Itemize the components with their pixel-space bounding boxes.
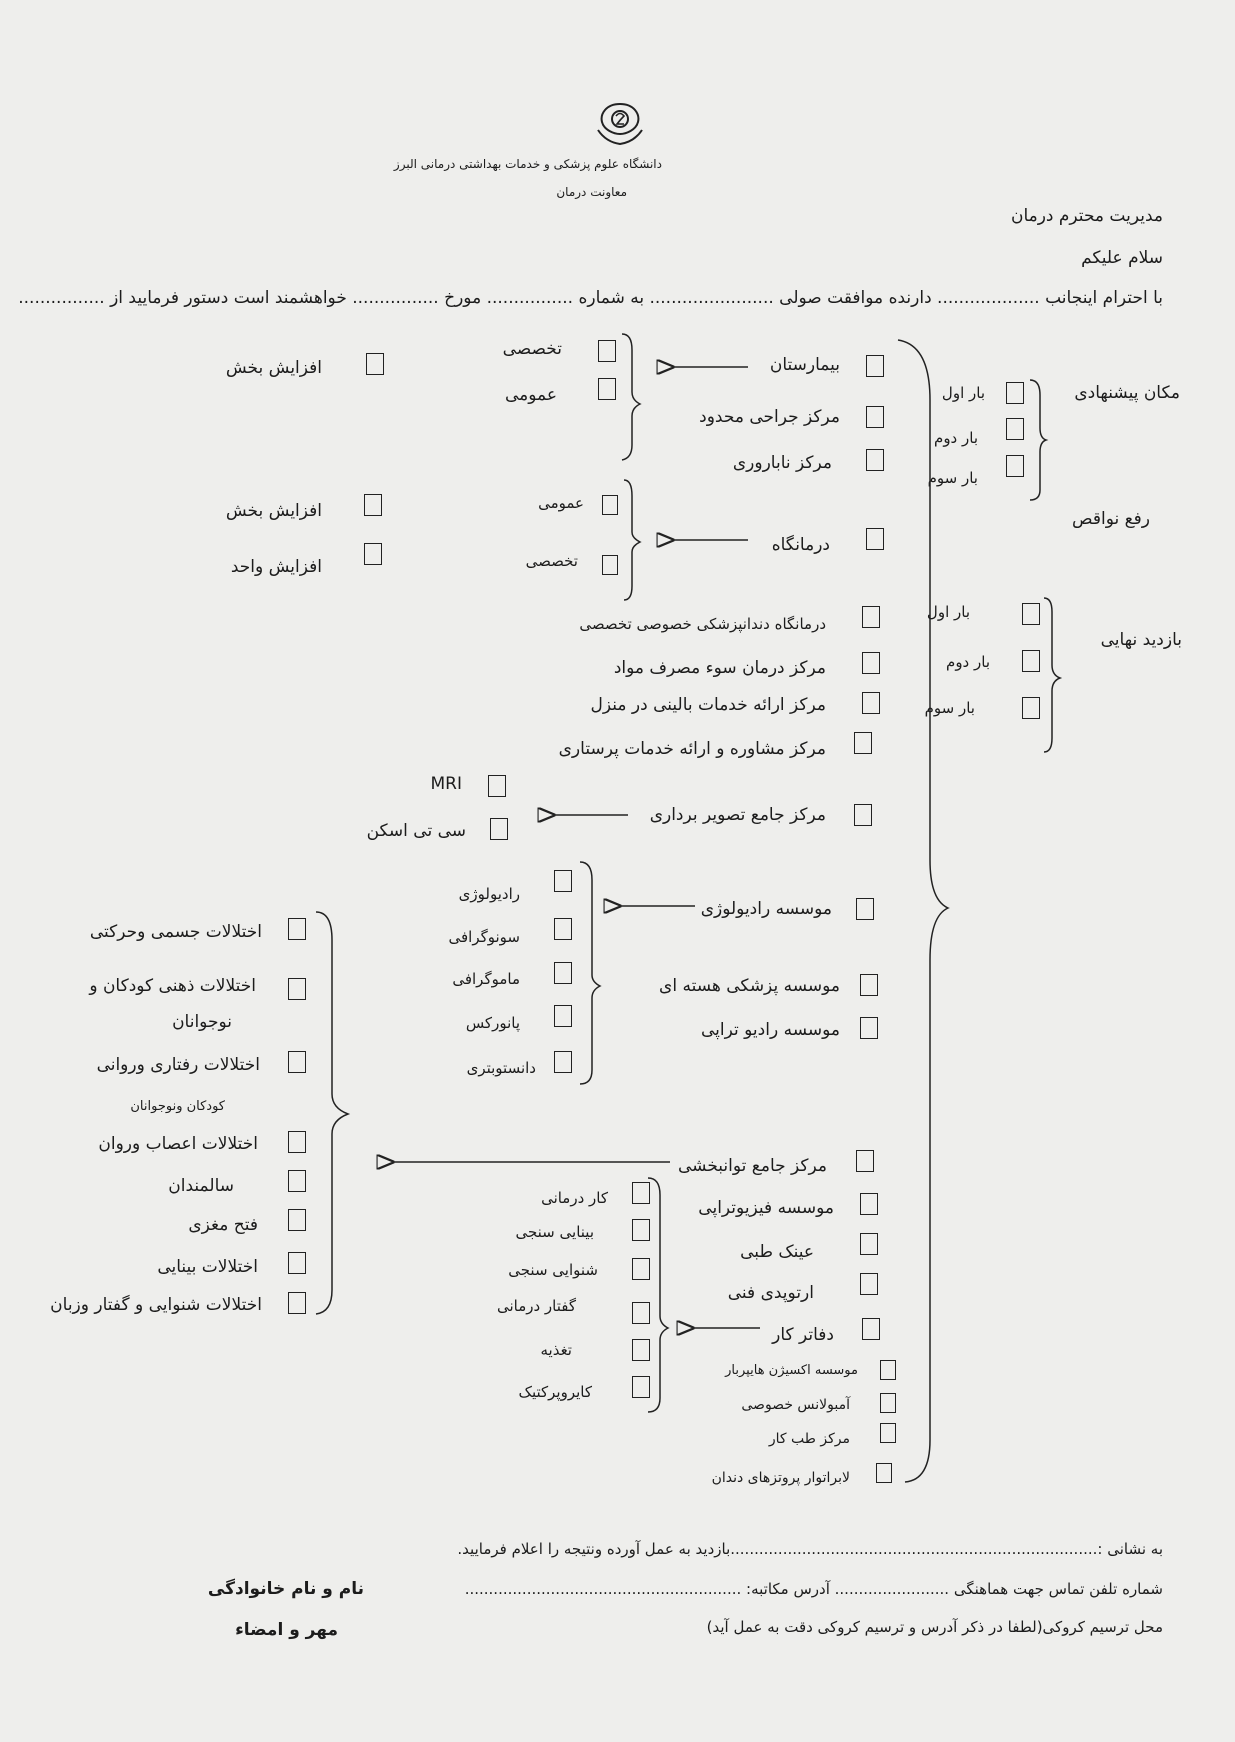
radiology-checkbox[interactable]: [554, 870, 572, 892]
orthopedics-label: ارتوپدی فنی: [727, 1283, 814, 1303]
substance-treatment-checkbox[interactable]: [862, 652, 880, 674]
seal-label: مهر و امضاء: [235, 1620, 338, 1640]
panorex-label: پانورکس: [465, 1014, 520, 1032]
clinic-general-label: عمومی: [538, 494, 584, 512]
limited-surgery-checkbox[interactable]: [866, 406, 884, 428]
therapy-item-checkbox[interactable]: [632, 1302, 650, 1324]
therapy-item-label: شنوایی سنجی: [508, 1261, 598, 1279]
clinic-add-unit-checkbox[interactable]: [364, 543, 382, 565]
proposed-first: بار اول: [941, 384, 985, 402]
final-first-checkbox[interactable]: [1022, 603, 1040, 625]
clinic-add-ward-checkbox[interactable]: [364, 494, 382, 516]
deputy-name: معاونت درمان: [556, 185, 627, 199]
therapy-item-label: تغذیه: [540, 1341, 572, 1359]
densitometry-checkbox[interactable]: [554, 1051, 572, 1073]
proposed-third-checkbox[interactable]: [1006, 455, 1024, 477]
substance-treatment-label: مرکز درمان سوء مصرف مواد: [613, 658, 826, 678]
disorder-checkbox[interactable]: [288, 1051, 306, 1073]
disorder-label: اختلالات جسمی وحرکتی: [89, 922, 262, 942]
final-third-checkbox[interactable]: [1022, 697, 1040, 719]
disorder-label: اختلالات رفتاری وروانی: [96, 1055, 260, 1075]
clinic-add-ward-label: افزایش بخش: [225, 501, 322, 521]
request-line: با احترام اینجانب ................... دارنده موافقت صولی ....................... به شماره ................ مورخ ................ خواهشمند است دستور فرمایید از ................: [18, 288, 1163, 308]
clinic-label: درمانگاه: [771, 535, 830, 555]
ct-scan-checkbox[interactable]: [490, 818, 508, 840]
physiotherapy-checkbox[interactable]: [860, 1193, 878, 1215]
disorder-checkbox[interactable]: [288, 1131, 306, 1153]
proposed-location-label: مکان پیشنهادی: [1074, 383, 1180, 403]
oxygen-hyperbaric-checkbox[interactable]: [880, 1360, 896, 1380]
radiotherapy-checkbox[interactable]: [860, 1017, 878, 1039]
proposed-second-checkbox[interactable]: [1006, 418, 1024, 440]
disorder-checkbox[interactable]: [288, 918, 306, 940]
sonography-label: سونوگرافی: [448, 928, 520, 946]
imaging-center-label: مرکز جامع تصویر برداری: [649, 805, 826, 825]
therapy-item-label: بینایی سنجی: [515, 1223, 594, 1241]
radiology-brace: [580, 862, 600, 1084]
therapy-item-checkbox[interactable]: [632, 1182, 650, 1204]
hospital-checkbox[interactable]: [866, 355, 884, 377]
occupational-medicine-label: مرکز طب کار: [768, 1431, 850, 1447]
disorders-brace: [316, 912, 348, 1314]
nuclear-medicine-label: موسسه پزشکی هسته ای: [659, 976, 840, 996]
clinic-add-unit-label: افزایش واحد: [230, 557, 322, 577]
phone-line: شماره تلفن تماس جهت هماهنگی ........................ آدرس مکاتبه: ..........................................................: [464, 1580, 1163, 1598]
private-ambulance-checkbox[interactable]: [880, 1393, 896, 1413]
disorder-label: سالمندان: [168, 1176, 234, 1196]
proposed-third: بار سوم: [927, 469, 978, 487]
home-care-label: مرکز ارائه خدمات بالینی در منزل: [590, 695, 826, 715]
mri-label: MRI: [430, 774, 462, 794]
mammography-checkbox[interactable]: [554, 962, 572, 984]
panorex-checkbox[interactable]: [554, 1005, 572, 1027]
disorder-checkbox[interactable]: [288, 1170, 306, 1192]
therapy-office-checkbox[interactable]: [862, 1318, 880, 1340]
dental-clinic-checkbox[interactable]: [862, 606, 880, 628]
densitometry-label: دانستوبتری: [466, 1059, 536, 1077]
clinic-checkbox[interactable]: [866, 528, 884, 550]
disorder-label: فتح مغزی: [188, 1215, 258, 1235]
disorder-checkbox[interactable]: [288, 1292, 306, 1314]
therapy-item-checkbox[interactable]: [632, 1376, 650, 1398]
private-ambulance-label: آمبولانس خصوصی: [741, 1397, 850, 1413]
optician-checkbox[interactable]: [860, 1233, 878, 1255]
dental-lab-checkbox[interactable]: [876, 1463, 892, 1483]
optician-label: عینک طبی: [740, 1242, 814, 1262]
disorder-label: اختلالات ذهنی کودکان و: [89, 976, 256, 996]
disorder-checkbox[interactable]: [288, 978, 306, 1000]
disorder-label: کودکان ونوجوانان: [130, 1099, 225, 1114]
sketch-line: محل ترسیم کروکی(لطفا در ذکر آدرس و ترسیم کروکی دقت به عمل آید): [706, 1618, 1163, 1636]
nursing-counsel-checkbox[interactable]: [854, 732, 872, 754]
nursing-counsel-label: مرکز مشاوره و ارائه خدمات پرستاری: [558, 739, 826, 759]
disorder-label: اختلالات بینایی: [157, 1257, 258, 1277]
therapy-item-checkbox[interactable]: [632, 1258, 650, 1280]
hospital-label: بیمارستان: [769, 355, 840, 375]
infertility-checkbox[interactable]: [866, 449, 884, 471]
therapy-item-checkbox[interactable]: [632, 1339, 650, 1361]
radiology-institute-checkbox[interactable]: [856, 898, 874, 920]
hospital-add-ward-checkbox[interactable]: [366, 353, 384, 375]
clinic-specialist-checkbox[interactable]: [602, 555, 618, 575]
dental-clinic-label: درمانگاه دندانپزشکی خصوصی تخصصی: [579, 615, 826, 633]
physiotherapy-label: موسسه فیزیوتراپی: [698, 1198, 834, 1218]
disorder-checkbox[interactable]: [288, 1209, 306, 1231]
disorder-label: نوجوانان: [172, 1012, 232, 1032]
therapy-item-checkbox[interactable]: [632, 1219, 650, 1241]
final-second: بار دوم: [946, 653, 990, 671]
hospital-general-label: عمومی: [504, 385, 557, 405]
infertility-label: مرکز ناباروری: [732, 453, 832, 473]
fix-deficiencies-label: رفع نواقص: [1072, 509, 1150, 529]
disorder-label: اختلالات اعصاب وروان: [98, 1134, 258, 1154]
final-first: بار اول: [926, 603, 970, 621]
clinic-specialist-label: تخصصی: [525, 552, 578, 570]
proposed-brace: [1030, 380, 1046, 500]
disorder-label: اختلالات شنوایی و گفتار وزبان: [50, 1295, 262, 1315]
mri-checkbox[interactable]: [488, 775, 506, 797]
orthopedics-checkbox[interactable]: [860, 1273, 878, 1295]
main-brace: [898, 340, 948, 1482]
proposed-first-checkbox[interactable]: [1006, 382, 1024, 404]
clinic-general-checkbox[interactable]: [602, 495, 618, 515]
nuclear-medicine-checkbox[interactable]: [860, 974, 878, 996]
radiotherapy-label: موسسه رادیو تراپی: [701, 1020, 840, 1040]
therapy-item-label: گفتار درمانی: [496, 1297, 576, 1315]
final-visit-label: بازدید نهایی: [1100, 630, 1182, 650]
name-label: نام و نام خانوادگی: [207, 1579, 364, 1599]
therapy-item-label: کار درمانی: [541, 1189, 608, 1207]
disorder-checkbox[interactable]: [288, 1252, 306, 1274]
mammography-label: ماموگرافی: [452, 970, 520, 988]
rehab-center-checkbox[interactable]: [856, 1150, 874, 1172]
home-care-checkbox[interactable]: [862, 692, 880, 714]
oxygen-hyperbaric-label: موسسه اکسیژن هایپربار: [725, 1363, 858, 1378]
radiology-institute-label: موسسه رادیولوژی: [700, 899, 832, 919]
clinic-brace: [624, 480, 640, 600]
hospital-add-ward-label: افزایش بخش: [225, 358, 322, 378]
greeting: سلام علیکم: [1081, 248, 1163, 268]
sonography-checkbox[interactable]: [554, 918, 572, 940]
imaging-center-checkbox[interactable]: [854, 804, 872, 826]
radiology-label: رادیولوژی: [458, 885, 520, 903]
proposed-second: بار دوم: [934, 429, 978, 447]
addressee: مدیریت محترم درمان: [1010, 206, 1163, 226]
final-third: بار سوم: [924, 699, 975, 717]
address-line: به نشانی :.............................................................................بازدید به عمل آورده ونتیجه را اعلام فرمایید.: [457, 1540, 1163, 1558]
ct-scan-label: سی تی اسکن: [366, 821, 466, 841]
occupational-medicine-checkbox[interactable]: [880, 1423, 896, 1443]
dental-lab-label: لابراتوار پروتزهای دندان: [711, 1470, 850, 1486]
therapy-brace: [648, 1178, 668, 1412]
hospital-brace: [622, 334, 640, 460]
hospital-general-checkbox[interactable]: [598, 378, 616, 400]
therapy-item-label: کایروپرکتیک: [518, 1383, 592, 1401]
hospital-specialist-label: تخصصی: [502, 339, 562, 359]
final-brace: [1044, 598, 1060, 752]
final-second-checkbox[interactable]: [1022, 650, 1040, 672]
university-logo-icon: [592, 100, 648, 148]
rehab-center-label: مرکز جامع توانبخشی: [677, 1156, 827, 1176]
therapy-office-label: دفاتر کار: [772, 1325, 834, 1345]
university-name: دانشگاه علوم پزشکی و خدمات بهداشتی درمانی البرز: [393, 157, 662, 171]
limited-surgery-label: مرکز جراحی محدود: [699, 407, 840, 427]
hospital-specialist-checkbox[interactable]: [598, 340, 616, 362]
